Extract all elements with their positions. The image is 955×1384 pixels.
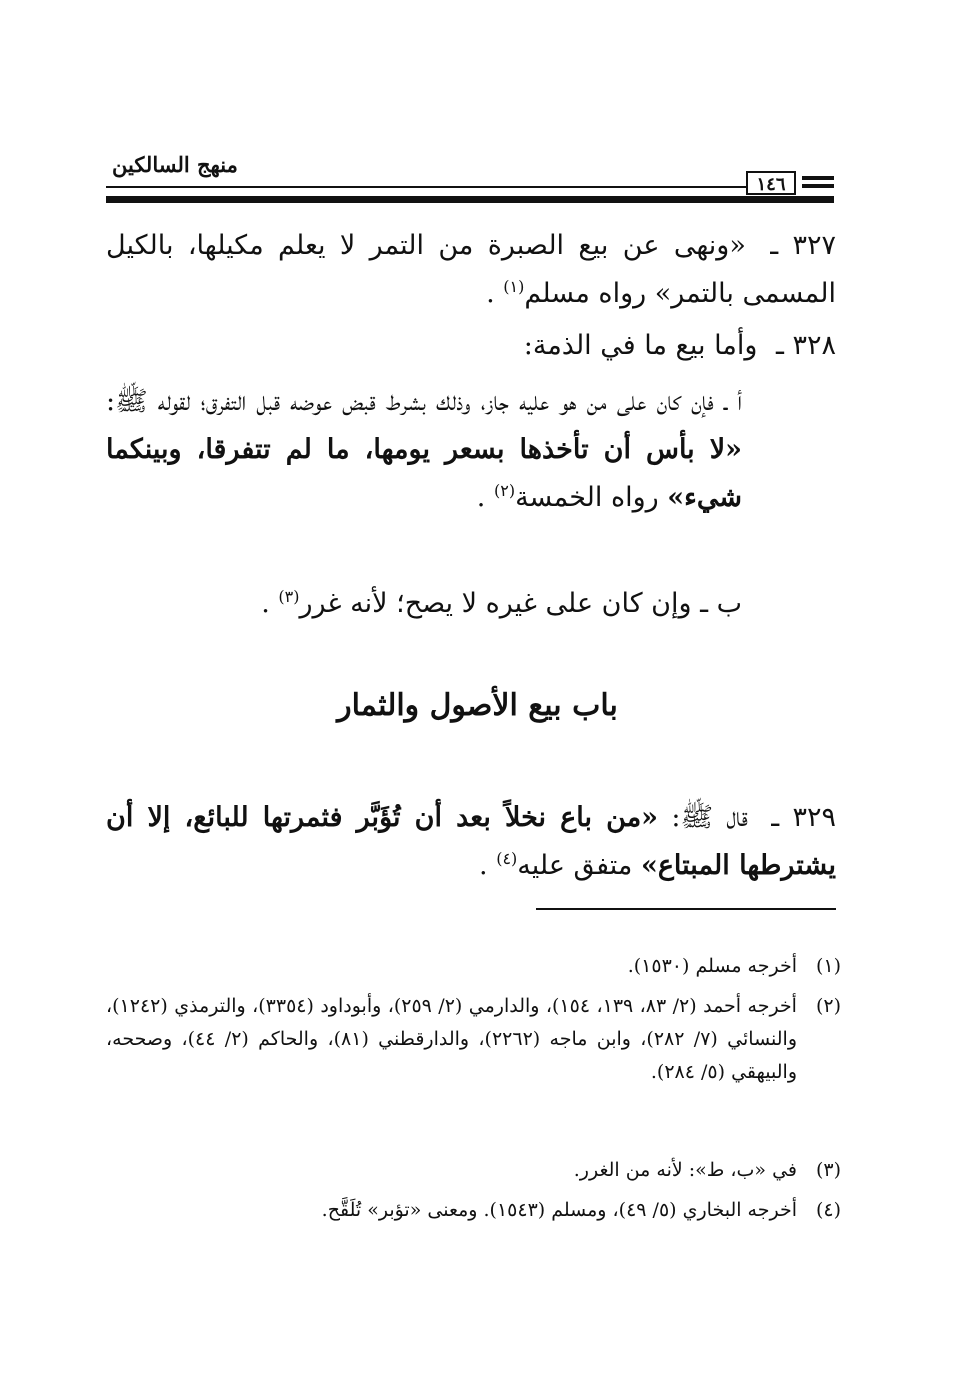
footnote-ref: (٤) (496, 849, 518, 868)
item-number: ٣٢٨ ـ (775, 330, 836, 361)
footnote-ref: (١) (503, 277, 525, 296)
item-328 (106, 322, 836, 370)
item-329-prefix: قال ﷺ: (671, 802, 748, 833)
footnote-number: (٣) (815, 1159, 841, 1181)
section-heading: باب بيع الأصول والثمار (337, 688, 618, 723)
footnote-2 (106, 990, 841, 1089)
footnote-text: أخرجه البخاري (٥/ ٤٩)، ومسلم (١٥٤٣). ومعنى «تؤبر» تُلَقَّح. (321, 1199, 797, 1221)
header-rule-thin (106, 186, 746, 188)
item-329-suffix: متفق عليه (517, 850, 633, 881)
footnote-ref: (٢) (493, 481, 516, 500)
footnote-text: أخرجه أحمد (٢/ ٨٣، ١٣٩، ١٥٤)، والدارمي (٢/ ٢٥٩)، وأبوداود (٣٣٥٤)، والترمذي (١٢٤٢)، والنسائي (٧/ ٢٨٢)، وابن ماجه (٢٢٦٢)، والدارقطني (٨١)، والحاكم (٢/ ٤٤)، وصححه، والبيهقي (٥/ ٢٨٤). (106, 995, 797, 1083)
footnote-number: (٤) (815, 1199, 841, 1221)
item-number: ٣٢٩ ـ (771, 802, 836, 833)
header-rule-thick (106, 196, 834, 203)
sub-a-end: . (476, 482, 486, 513)
sub-item-b (106, 580, 742, 628)
footnote-text: أخرجه مسلم (١٥٣٠). (627, 955, 797, 977)
book-title: منهج السالكين (112, 152, 238, 177)
footnote-separator (536, 908, 836, 910)
item-329 (106, 794, 836, 890)
item-327 (106, 222, 836, 318)
sub-b-text: ب ـ وإن كان على غيره لا يصح؛ لأنه غرر (299, 588, 742, 619)
footnote-ref: (٣) (278, 587, 300, 606)
footnote-number: (٢) (815, 995, 841, 1017)
footnote-text: في «ب، ط»: لأنه من الغرر. (573, 1159, 797, 1181)
footnote-1 (106, 950, 841, 983)
footnote-4 (106, 1194, 841, 1227)
page-number: ١٤٦ (746, 171, 796, 195)
header-dash-top (802, 176, 834, 180)
sub-a-prefix: أ ـ فإن كان على من هو عليه جاز، وذلك بشرط قبض عوضه قبل التفرق؛ لقوله ﷺ: (106, 386, 742, 417)
sub-item-a (106, 378, 742, 522)
item-number: ٣٢٧ ـ (770, 230, 836, 261)
item-text: «ونهى عن بيع الصبرة من التمر لا يعلم مكيلها، بالكيل المسمى بالتمر» رواه مسلم (106, 230, 836, 309)
item-text: وأما بيع ما في الذمة: (523, 330, 758, 361)
hadith-quote: «من باع نخلاً بعد أن تُؤَبَّر فثمرتها للبائع، إلا أن يشترطها المبتاع» (106, 802, 836, 881)
hadith-quote: «لا بأس أن تأخذها بسعر يومها، ما لم تتفرقا، وبينكما شيء» (106, 434, 742, 513)
sub-b-end: . (261, 588, 270, 619)
header-dash-bottom (802, 184, 834, 188)
footnote-3 (106, 1154, 841, 1187)
footnote-number: (١) (815, 955, 841, 977)
item-329-end: . (479, 850, 488, 881)
item-end: . (486, 278, 495, 309)
sub-a-suffix: رواه الخمسة (515, 482, 659, 513)
